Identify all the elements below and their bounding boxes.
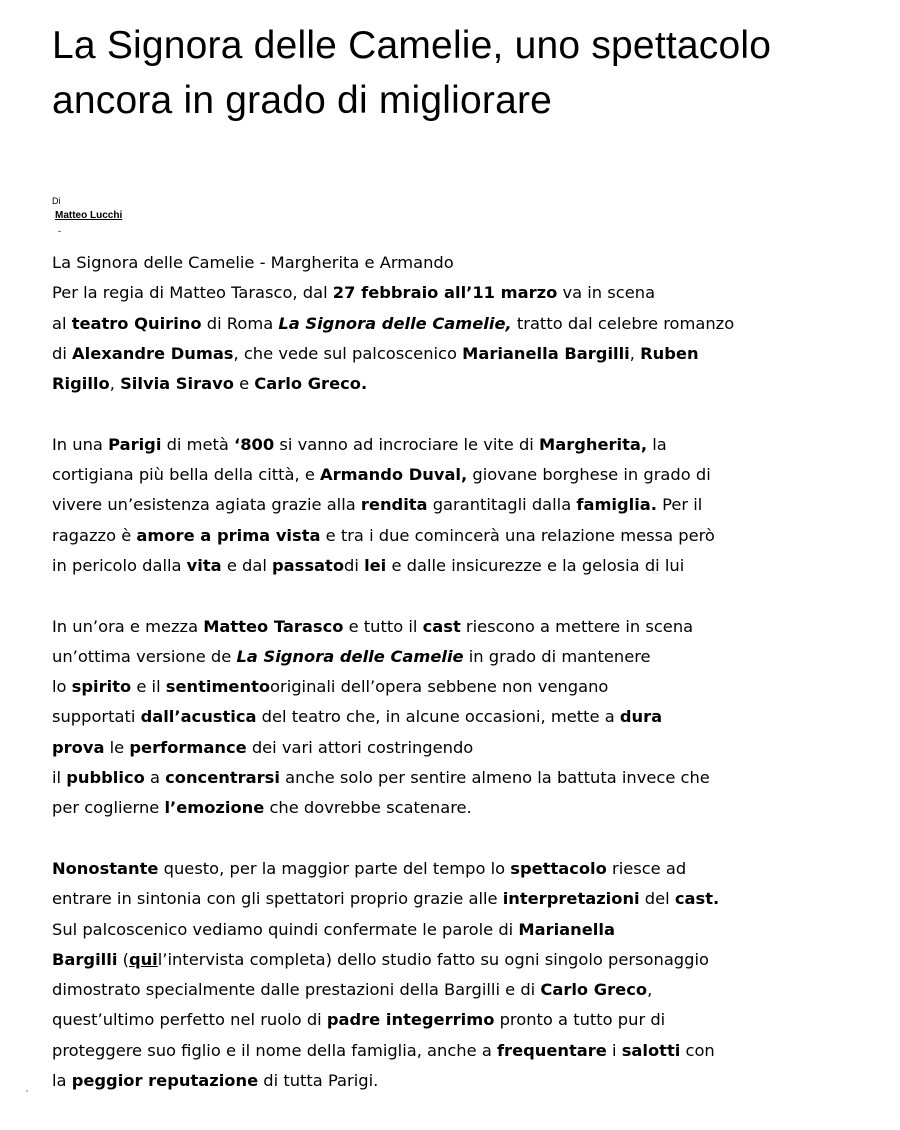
text-segment: la: [647, 434, 667, 454]
text-line: [52, 309, 872, 339]
text-segment: riescono a mettere in scena: [460, 616, 694, 636]
text-segment: i: [606, 1040, 622, 1060]
bold-text: Parigi: [108, 434, 162, 454]
text-segment: l’intervista completa) dello studio fatto su ogni singolo personaggio: [157, 949, 709, 969]
bold-text: La Signora delle Camelie: [236, 646, 464, 666]
text-line: [52, 551, 872, 581]
text-segment: del: [639, 889, 675, 909]
text-segment: garantitagli dalla: [427, 495, 577, 515]
bold-text: performance: [129, 737, 247, 757]
bold-text: 27 febbraio all’11 marzo: [332, 283, 558, 303]
text-segment: In un’ora e mezza: [52, 616, 204, 636]
text-segment: per coglierne: [52, 798, 165, 818]
bold-text: peggior reputazione: [71, 1071, 259, 1091]
bold-text: Carlo Greco: [540, 980, 648, 1000]
text-line: [52, 915, 872, 945]
text-segment: riesce ad: [606, 858, 687, 878]
text-segment: ,: [109, 374, 121, 394]
bold-text: Ruben: [640, 343, 699, 363]
text-line: [52, 278, 872, 308]
text-line: [52, 1005, 872, 1035]
bold-text: dall’acustica: [140, 707, 257, 727]
bold-text: Margherita,: [539, 434, 648, 454]
bold-text: La Signora delle Camelie,: [278, 313, 512, 333]
article-body: [52, 248, 872, 1127]
paragraph: [52, 854, 872, 1096]
bold-text: cast: [422, 616, 461, 636]
text-line: [52, 975, 872, 1005]
paragraph: [52, 248, 872, 399]
paragraph: [52, 430, 872, 581]
text-segment: entrare in sintonia con gli spettatori proprio grazie alle: [52, 889, 503, 909]
text-line: [52, 793, 872, 823]
text-segment: originali dell’opera sebbene non vengano: [270, 677, 609, 697]
text-segment: La Signora delle Camelie - Margherita e Armando: [52, 253, 454, 272]
bold-text: spirito: [71, 677, 132, 697]
text-segment: va in scena: [557, 283, 656, 303]
bold-text: Armando Duval,: [320, 465, 468, 485]
text-line: [52, 702, 872, 732]
text-line: [52, 945, 872, 975]
text-segment: lo: [52, 677, 72, 697]
text-segment: supportati: [52, 707, 141, 727]
bold-text: l’emozione: [164, 798, 265, 818]
bold-text: Marianella Bargilli: [462, 343, 630, 363]
text-line: [52, 763, 872, 793]
text-segment: che dovrebbe scatenare.: [264, 798, 472, 818]
text-segment: quest’ultimo perfetto nel ruolo di: [52, 1010, 327, 1030]
interview-link[interactable]: qui: [128, 949, 158, 969]
text-segment: si vanno ad incrociare le vite di: [274, 434, 540, 454]
text-segment: le: [104, 737, 130, 757]
text-segment: vivere un’esistenza agiata grazie alla: [52, 495, 361, 515]
text-line: [52, 460, 872, 490]
text-segment: in pericolo dalla: [52, 555, 187, 575]
text-segment: dei vari attori costringendo: [246, 737, 474, 757]
text-segment: in grado di mantenere: [463, 646, 651, 666]
bold-text: concentrarsi: [165, 768, 280, 788]
paragraph: [52, 612, 872, 824]
text-segment: , che vede sul palcoscenico: [233, 343, 463, 363]
text-line: [52, 521, 872, 551]
bold-text: sentimento: [165, 677, 271, 697]
bold-text: dura: [619, 707, 663, 727]
text-line: [52, 884, 872, 914]
bold-text: prova: [52, 737, 105, 757]
text-segment: di Roma: [201, 313, 279, 333]
text-segment: pronto a tutto pur di: [494, 1010, 666, 1030]
bold-text: ‘800: [234, 434, 275, 454]
bold-text: rendita: [360, 495, 428, 515]
text-segment: In una: [52, 434, 109, 454]
text-segment: di metà: [161, 434, 235, 454]
bold-text: padre integerrimo: [326, 1010, 495, 1030]
byline-label: Di: [52, 196, 61, 206]
text-line: [52, 733, 872, 763]
bold-text: Alexandre Dumas: [72, 343, 234, 363]
text-line: [52, 1036, 872, 1066]
text-segment: di: [52, 343, 73, 363]
bold-text: vita: [186, 555, 222, 575]
bold-text: salotti: [621, 1040, 681, 1060]
text-segment: anche solo per sentire almeno la battuta invece che: [279, 768, 710, 788]
bold-text: Marianella: [518, 919, 615, 939]
text-line: [52, 248, 872, 278]
text-segment: e: [233, 374, 255, 394]
text-segment: Per la regia di Matteo Tarasco, dal: [52, 283, 333, 303]
text-segment: e dal: [221, 555, 273, 575]
bold-text: amore a prima vista: [136, 525, 321, 545]
author-link[interactable]: Matteo Lucchi: [55, 210, 123, 221]
text-line: [52, 490, 872, 520]
bold-text: spettacolo: [510, 858, 607, 878]
bold-text: Rigillo: [52, 374, 110, 394]
bold-text: lei: [364, 555, 387, 575]
text-segment: il: [52, 768, 67, 788]
text-segment: proteggere suo figlio e il nome della famiglia, anche a: [52, 1040, 497, 1060]
text-line: [52, 672, 872, 702]
text-segment: ,: [647, 980, 653, 1000]
article-title: La Signora delle Camelie, uno spettacolo ancora in grado di migliorare: [52, 24, 772, 122]
text-segment: e il: [131, 677, 166, 697]
text-segment: e dalle insicurezze e la gelosia di lui: [386, 555, 685, 575]
bold-text: Nonostante: [52, 858, 159, 878]
text-segment: giovane borghese in grado di: [467, 465, 711, 485]
text-segment: cortigiana più bella della città, e: [52, 465, 321, 485]
bold-text: frequentare: [496, 1040, 607, 1060]
text-line: [52, 369, 872, 399]
text-line: [52, 642, 872, 672]
bold-text: teatro Quirino: [71, 313, 202, 333]
text-segment: e tra i due comincerà una relazione messa però: [320, 525, 715, 545]
bold-text: Bargilli: [52, 949, 118, 969]
text-segment: di tutta Parigi.: [258, 1071, 379, 1091]
text-segment: ,: [629, 343, 641, 363]
bold-text: passato: [272, 555, 345, 575]
text-segment: ragazzo è: [52, 525, 137, 545]
text-line: [52, 612, 872, 642]
text-segment: Sul palcoscenico vediamo quindi confermate le parole di: [52, 919, 519, 939]
text-segment: un’ottima versione de: [52, 646, 237, 666]
bold-text: pubblico: [66, 768, 145, 788]
text-segment: tratto dal celebre romanzo: [511, 313, 735, 333]
text-segment: e tutto il: [343, 616, 423, 636]
bold-text: cast.: [674, 889, 720, 909]
byline-separator: -: [58, 226, 61, 236]
text-segment: questo, per la maggior parte del tempo lo: [158, 858, 511, 878]
text-segment: di: [344, 555, 365, 575]
text-segment: a: [144, 768, 166, 788]
scan-artifact: [26, 1090, 28, 1092]
text-line: [52, 1066, 872, 1096]
text-line: [52, 339, 872, 369]
bold-text: interpretazioni: [502, 889, 640, 909]
text-segment: dimostrato specialmente dalle prestazioni della Bargilli e di: [52, 980, 541, 1000]
text-segment: Per il: [656, 495, 703, 515]
bold-text: Carlo Greco.: [254, 374, 368, 394]
text-line: [52, 430, 872, 460]
text-segment: del teatro che, in alcune occasioni, mette a: [256, 707, 620, 727]
bold-text: Matteo Tarasco: [203, 616, 344, 636]
text-line: [52, 854, 872, 884]
bold-text: Silvia Siravo: [120, 374, 234, 394]
text-segment: (: [117, 949, 129, 969]
bold-text: famiglia.: [576, 495, 657, 515]
text-segment: la: [52, 1071, 72, 1091]
text-segment: al: [52, 313, 72, 333]
text-segment: con: [680, 1040, 715, 1060]
